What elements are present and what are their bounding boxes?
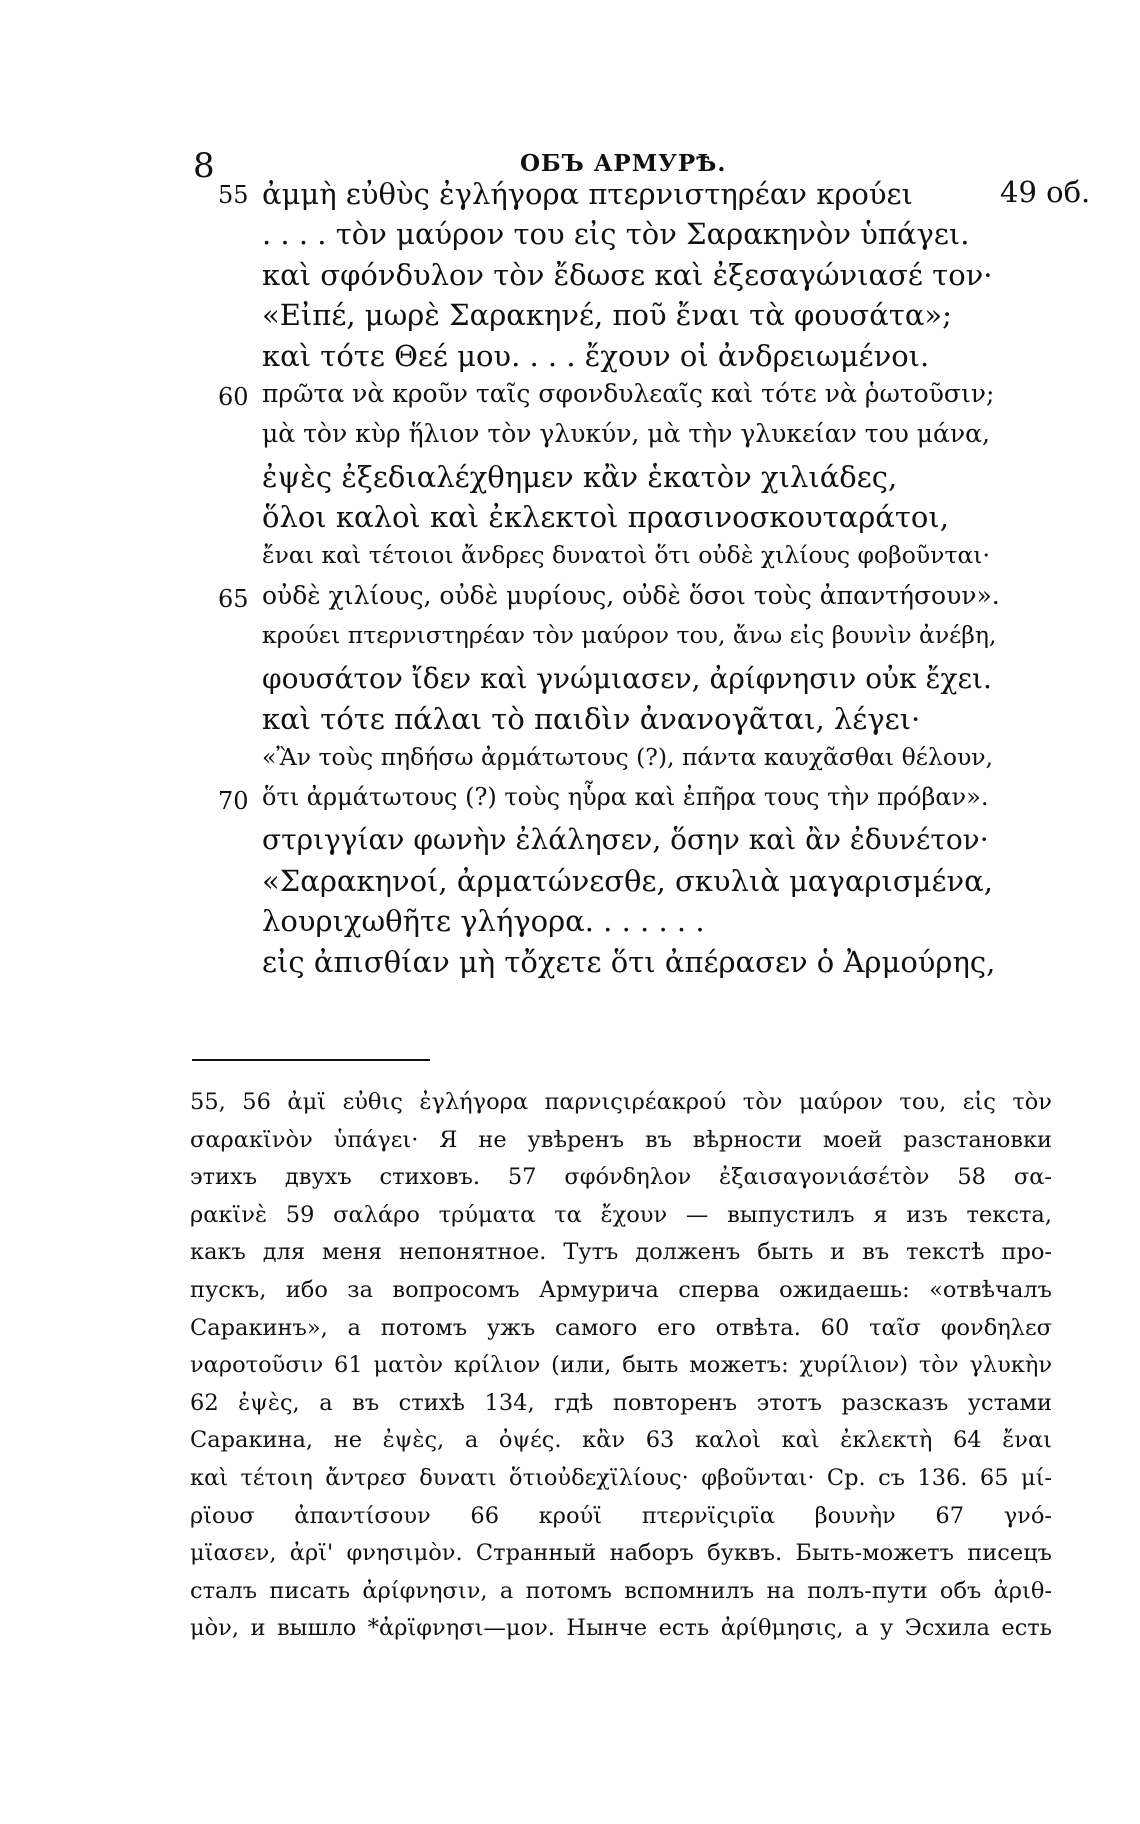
- running-title: ОБЪ АРМУРѢ.: [520, 150, 727, 177]
- verse-text: ἐψὲς ἐξεδιαλέχθημεν κἂν ἑκατὸν χιλιάδες,: [262, 459, 898, 494]
- folio-reference: 49 об.: [1000, 175, 1091, 209]
- verse-text: «Ἂν τοὺς πηδήσω ἀρμάτωτους (?), πάντα καυχᾶσθαι θέλουν,: [262, 742, 994, 771]
- verse-text: εἰς ἀπισθίαν μὴ τὄχετε ὅτι ἀπέρασεν ὁ Ἀρμούρης,: [262, 944, 996, 979]
- verse-text: κρούει πτερνιστηρέαν τὸν μαύρον του, ἄνω εἰς βουνὶν ἀνέβη,: [262, 621, 997, 650]
- footnote-line: καὶ τέτοιη ἄντρεσ δυνατι ὅτιοὐδεχϊλίους· φβοῦνται· Ср. съ 136. 65 μί-: [190, 1464, 1052, 1491]
- footnote-rule: [192, 1059, 430, 1061]
- page-number: 8: [193, 146, 215, 186]
- footnotes: [190, 1084, 1052, 1648]
- footnote-line: пускъ, ибо за вопросомъ Армурича сперва ожидаешь: «отвѣчалъ: [190, 1276, 1052, 1303]
- footnote-line: этихъ двухъ стиховъ. 57 σφόνδηλον ἐξαισαγονιάσέτὸν 58 σα-: [190, 1164, 1052, 1191]
- verse-text: ἔναι καὶ τέτοιοι ἄνδρες δυνατοὶ ὅτι οὐδὲ χιλίους φοβοῦνται·: [262, 540, 990, 569]
- verse-text: ἀμμὴ εὐθὺς ἐγλήγορα πτερνιστηρέαν κρούει: [262, 177, 913, 211]
- verse-text: οὐδὲ χιλίους, οὐδὲ μυρίους, οὐδὲ ὅσοι τοὺς ἀπαντήσουν».: [262, 581, 1000, 610]
- line-number: 60: [218, 383, 249, 411]
- verse-text: «Σαρακηνοί, ἀρματώνεσθε, σκυλιὰ μαγαρισμένα,: [262, 863, 993, 898]
- footnote-line: ρακϊνὲ 59 σαλάρο τρύματα τα ἔχουν — выпустилъ я изъ текста,: [190, 1201, 1052, 1228]
- footnote-line: 62 ἐψὲς, а въ стихѣ 134, гдѣ повторенъ этотъ разсказъ устами: [190, 1389, 1052, 1416]
- line-number: 65: [218, 585, 249, 613]
- footnote-line: сталъ писать ἀρίφνησιν, а потомъ вспомнилъ на полъ-пути объ ἀριθ-: [190, 1577, 1052, 1604]
- footnote-line: 55, 56 ἀμϊ εὐθις ἐγλήγορα παρνιςιρέακρού τὸν μαύρον του, εἰς τὸν: [190, 1089, 1052, 1115]
- footnote-line: μὸν, и вышло *ἀρϊφνησι—μον. Нынче есть ἀρίθμησις, а у Эсхила есть: [190, 1615, 1052, 1642]
- footnote-line: μϊασεν, ἀρϊ' φνησιμὸν. Странный наборъ буквъ. Быть-можетъ писецъ: [190, 1540, 1052, 1567]
- verse-text: λουριχωθῆτε γλήγορα. . . . . . .: [262, 904, 705, 939]
- verse-text: . . . . τὸν μαύρον του εἰς τὸν Σαρακηνὸν ὑπάγει.: [262, 217, 970, 252]
- verse-text: «Εἰπέ, μωρὲ Σαρακηνέ, ποῦ ἔναι τὰ φουσάτα»;: [262, 298, 952, 333]
- verse-text: φουσάτον ἴδεν καὶ γνώμιασεν, ἀρίφνησιν οὐκ ἔχει.: [262, 661, 992, 695]
- footnote-line: Саракина, не ἐψὲς, а ὀψές. κἂν 63 καλοὶ καὶ ἐκλεκτὴ 64 ἔναι: [190, 1427, 1052, 1454]
- footnote-line: Саракинъ», а потомъ ужъ самого его отвѣта. 60 ταῖσ φονδηλεσ: [190, 1314, 1052, 1341]
- footnote-line: какъ для меня непонятное. Тутъ долженъ быть и въ текстѣ про-: [190, 1239, 1052, 1266]
- verse-text: καὶ σφόνδυλον τὸν ἔδωσε καὶ ἐξεσαγώνιασέ τον·: [262, 257, 993, 292]
- verse-text: πρῶτα νὰ κροῦν ταῖς σφονδυλεαῖς καὶ τότε νὰ ῥωτοῦσιν;: [262, 379, 995, 408]
- line-number: 70: [218, 787, 249, 815]
- verse-text: ὅτι ἀρμάτωτους (?) τοὺς ηὗρα καὶ ἐπῆρα τους τὴν πρόβαν».: [262, 783, 989, 811]
- verse-text: στριγγίαν φωνὴν ἐλάλησεν, ὅσην καὶ ἂν ἐδυνέτον·: [262, 823, 989, 857]
- footnote-line: σαρακϊνὸν ὑπάγει· Я не увѣренъ въ вѣрности моей разстановки: [190, 1126, 1052, 1153]
- verse-text: καὶ τότε Θεέ μου. . . . ἔχουν οἱ ἀνδρειωμένοι.: [262, 338, 930, 373]
- line-number: 55: [218, 181, 249, 209]
- verse-text: ὅλοι καλοὶ καὶ ἐκλεκτοὶ πρασινοσκουταράτοι,: [262, 500, 949, 535]
- verse-text: καὶ τότε πάλαι τὸ παιδὶν ἀνανογᾶται, λέγει·: [262, 702, 921, 737]
- verse-text: μὰ τὸν κὺρ ἥλιον τὸν γλυκύν, μὰ τὴν γλυκείαν του μάνα,: [262, 419, 990, 449]
- footnote-line: ναροτοῦσιν 61 ματὸν κρίλιον (или, быть можетъ: χυρίλιον) τὸν γλυκὴν: [190, 1352, 1052, 1379]
- footnote-line: ρϊουσ ἀπαντίσουν 66 κρούϊ πτερνϊςιρϊα βουνὴν 67 γνό-: [190, 1502, 1052, 1529]
